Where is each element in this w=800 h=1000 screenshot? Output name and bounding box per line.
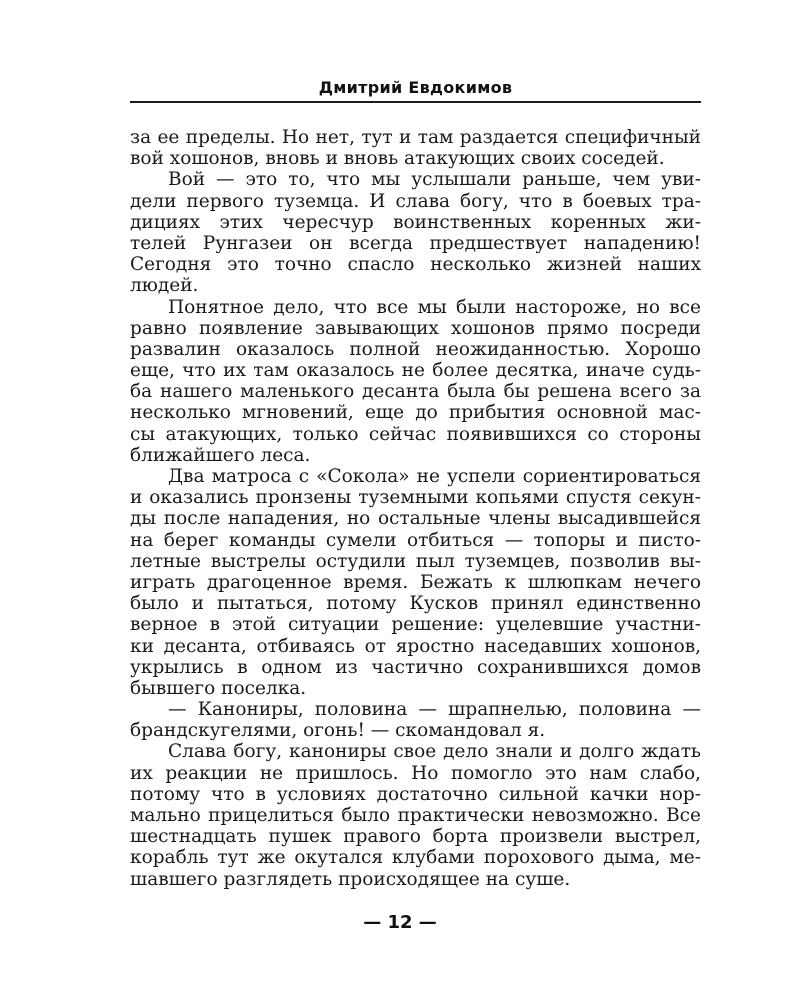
page-number: — 12 — xyxy=(363,912,437,933)
text-line: вой хошонов, вновь и вновь атакующих своих соседей. xyxy=(130,148,665,170)
text-line: было и пытаться, потому Кусков принял единственно xyxy=(130,593,701,615)
text-line: укрылись в одном из частично сохранившихся домов xyxy=(130,656,701,678)
text-line: Сегодня это точно спасло несколько жизней наших xyxy=(130,254,701,276)
text-line: дициях этих чересчур воинственных коренных жи- xyxy=(130,211,701,233)
text-line: верное в этой ситуации решение: уцелевшие участни- xyxy=(130,614,701,636)
text-line: брандскугелями, огонь! — скомандовал я. xyxy=(130,720,546,742)
header-rule xyxy=(130,101,701,103)
text-line: шестнадцать пушек правого борта произвели выстрел, xyxy=(130,826,701,848)
text-line: Понятное дело, что все мы были настороже, но все xyxy=(168,296,701,318)
running-head-author: Дмитрий Евдокимов xyxy=(318,78,513,97)
text-line: ды после нападения, но остальные члены высадившейся xyxy=(130,508,701,530)
text-line: Вой — это то, что мы услышали раньше, чем уви- xyxy=(168,169,701,191)
text-line: дели первого туземца. И слава богу, что в боевых тра- xyxy=(130,190,701,212)
text-line: ба нашего маленького десанта была бы решена всего за xyxy=(130,381,701,403)
text-line: за ее пределы. Но нет, тут и там раздается специфичный xyxy=(130,127,701,148)
text-line: ближайшего леса. xyxy=(130,444,311,466)
text-line: людей. xyxy=(130,275,199,297)
text-line: мально прицелиться было практически невозможно. Все xyxy=(130,805,701,826)
text-line: ки десанта, отбиваясь от яростно наседавших хошонов, xyxy=(130,635,701,657)
text-line: несколько мгновений, еще до прибытия основной мас- xyxy=(130,402,701,424)
text-line: и оказались пронзены туземными копьями спустя секун- xyxy=(130,487,701,509)
text-line: бывшего поселка. xyxy=(130,677,307,699)
text-line: сы атакующих, только сейчас появившихся со стороны xyxy=(130,423,701,445)
text-line: на берег команды сумели отбиться — топоры и писто- xyxy=(130,529,701,551)
body-text xyxy=(130,127,701,890)
text-line: потому что в условиях достаточно сильной качки нор- xyxy=(130,783,701,805)
text-line: летные выстрелы остудили пыл туземцев, позволив вы- xyxy=(130,550,701,572)
text-line: Слава богу, канониры свое дело знали и долго ждать xyxy=(168,741,701,763)
text-line: — Канониры, половина — шрапнелью, половина — xyxy=(168,699,701,721)
text-line: играть драгоценное время. Бежать к шлюпкам нечего xyxy=(130,571,701,593)
text-line: шавшего разглядеть происходящее на суше. xyxy=(130,868,571,890)
text-line: развалин оказалось полной неожиданностью. Хорошо xyxy=(130,338,701,360)
text-line: еще, что их там оказалось не более десятка, иначе судь- xyxy=(130,360,701,382)
text-line: Два матроса с «Сокола» не успели сориентироваться xyxy=(168,466,701,487)
text-line: равно появление завывающих хошонов прямо посреди xyxy=(130,317,701,339)
text-line: их реакции не пришлось. Но помогло это нам слабо, xyxy=(130,762,701,784)
text-line: корабль тут же окутался клубами порохового дыма, ме- xyxy=(130,847,701,869)
text-line: телей Рунгазеи он всегда предшествует нападению! xyxy=(130,232,701,254)
